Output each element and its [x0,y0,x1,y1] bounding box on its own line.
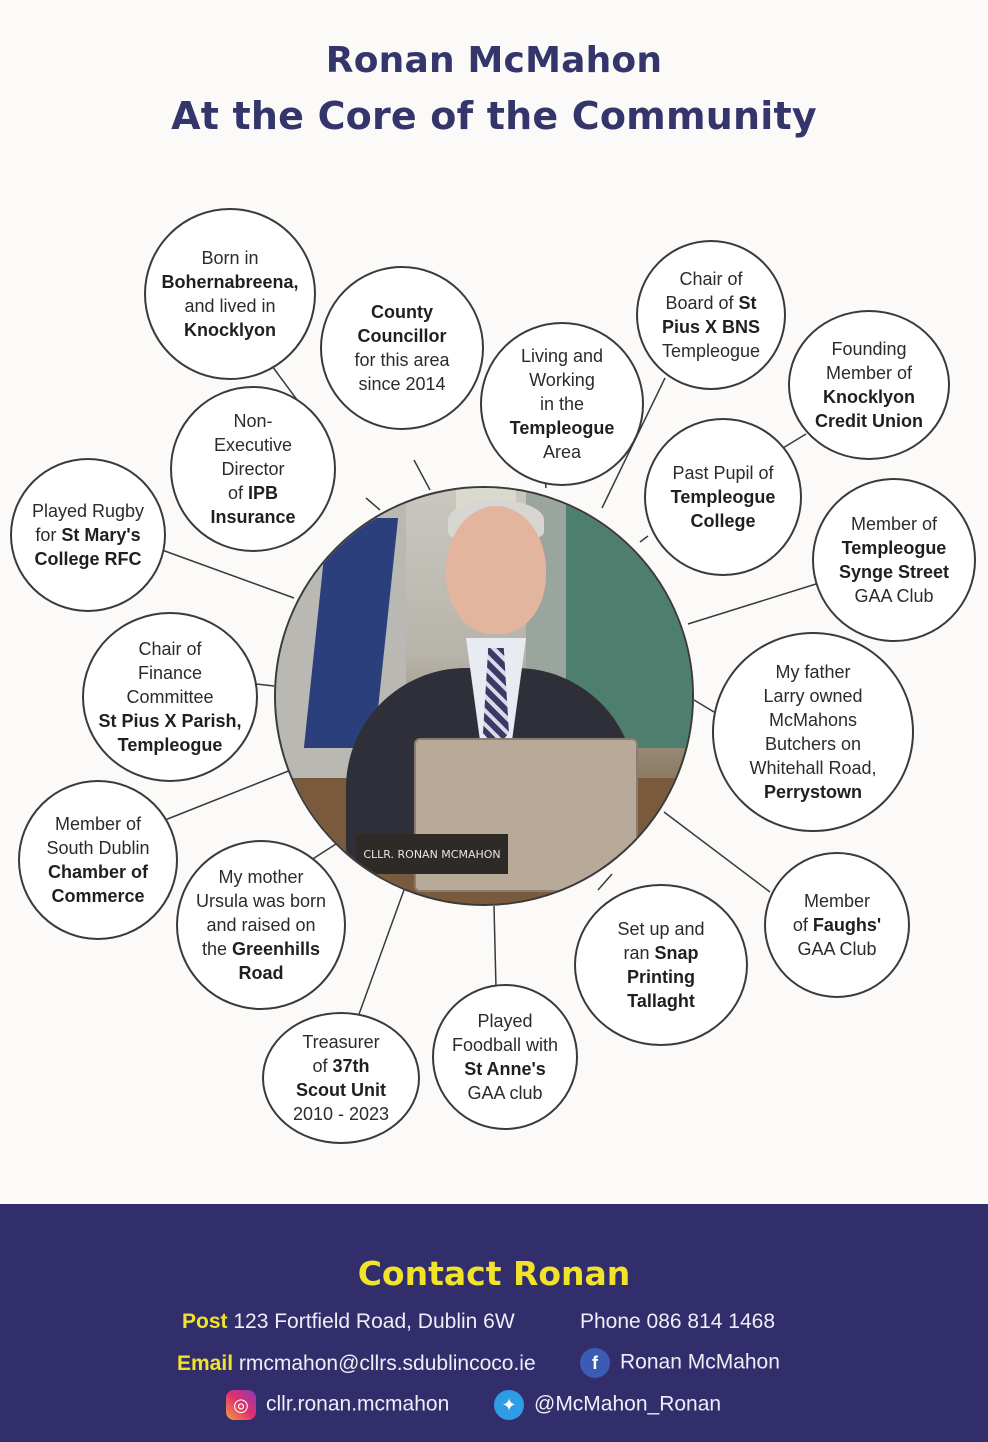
bubble-football: Played Foodball with St Anne's GAA club [432,984,578,1130]
post-address [182,1310,515,1334]
email-address [177,1352,536,1376]
portrait-face [446,506,546,634]
connector-line [494,906,496,988]
bubble-finance: Chair of Finance Committee St Pius X Parish, Templeogue [82,612,258,782]
bubble-living: Living and Working in the Templeogue Area [480,322,644,486]
post-label: Post [182,1310,228,1333]
connector-line [414,460,430,490]
bubble-mother: My mother Ursula was born and raised on the Greenhills Road [176,840,346,1010]
connector-line [688,584,816,624]
bubble-founding: Founding Member of Knocklyon Credit Union [788,310,950,460]
bubble-councillor: County Councillor for this area since 2014 [320,266,484,430]
email-link[interactable]: rmcmahon@cllrs.sdublincoco.ie [238,1352,536,1375]
connector-line [256,684,274,686]
instagram-link[interactable]: ◎ cllr.ronan.mcmahon [226,1390,449,1420]
bubble-ipb: Non- Executive Director of IPB Insurance [170,386,336,552]
connector-line [694,700,714,712]
contact-title: Contact Ronan [357,1254,631,1293]
twitter-link[interactable]: ✦ @McMahon_Ronan [494,1390,721,1420]
bubble-snap: Set up and ran Snap Printing Tallaght [574,884,748,1046]
contact-footer [0,1204,988,1442]
bubble-past-pupil: Past Pupil of Templeogue College [644,418,802,576]
facebook-link[interactable]: f Ronan McMahon [580,1348,780,1378]
bubble-scout: Treasurer of 37th Scout Unit 2010 - 2023 [262,1012,420,1144]
facebook-icon: f [580,1348,610,1378]
nameplate: CLLR. RONAN MCMAHON [356,834,508,874]
phone-number: Phone 086 814 1468 [580,1310,776,1333]
bubble-chamber: Member of South Dublin Chamber of Commerce [18,780,178,940]
twitter-icon: ✦ [494,1390,524,1420]
bubble-synge: Member of Templeogue Synge Street GAA Club [812,478,976,642]
email-label: Email [177,1352,234,1375]
portrait-photo [274,486,694,906]
page-title: Ronan McMahon [325,40,663,81]
page-subtitle: At the Core of the Community [171,94,817,138]
connector-line [162,550,294,598]
bubble-father: My father Larry owned McMahons Butchers on Whitehall Road, Perrystown [712,632,914,832]
bubble-born: Born in Bohernabreena, and lived in Knocklyon [144,208,316,380]
post-value: 123 Fortfield Road, Dublin 6W [233,1310,515,1333]
instagram-icon: ◎ [226,1390,256,1420]
bubble-rugby: Played Rugby for St Mary's College RFC [10,458,166,612]
bubble-faughs: Member of Faughs' GAA Club [764,852,910,998]
connector-line [354,890,404,1028]
bubble-chair-board: Chair of Board of St Pius X BNS Templeogue [636,240,786,390]
